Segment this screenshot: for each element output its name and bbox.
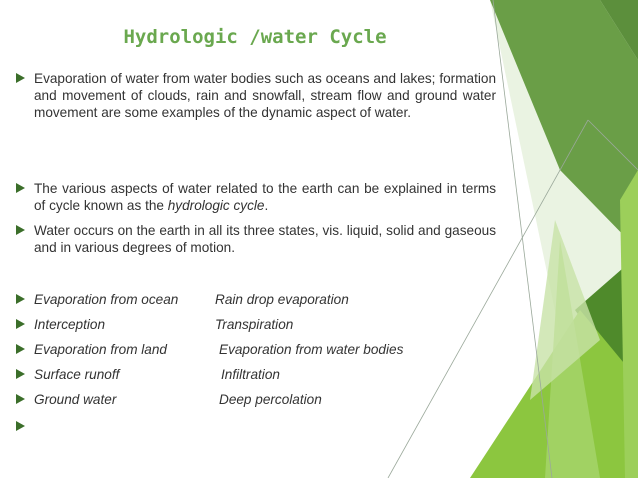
- process-right: Deep percolation: [219, 392, 322, 407]
- process-left: Interception: [34, 317, 106, 332]
- process-right: Transpiration: [215, 317, 294, 332]
- process-row: [16, 291, 496, 309]
- bullet-arrow-icon: [16, 294, 25, 304]
- process-right: Evaporation from water bodies: [219, 342, 404, 357]
- paragraph-2-text-main: The various aspects of water related to the earth can be explained in terms of cycle known as the: [34, 181, 496, 213]
- process-row: [16, 391, 496, 409]
- process-left: Surface runoff: [34, 367, 120, 382]
- bullet-arrow-icon: [16, 369, 25, 379]
- paragraph-2-text: [34, 180, 496, 214]
- bullet-arrow-icon: [16, 225, 25, 235]
- paragraph-2-text-end: .: [264, 198, 269, 213]
- process-left: Evaporation from land: [34, 342, 167, 357]
- bullet-arrow-icon: [16, 183, 25, 193]
- process-right: Rain drop evaporation: [215, 292, 349, 307]
- slide-title: Hydrologic /water Cycle: [123, 26, 387, 48]
- process-left: Ground water: [34, 392, 117, 407]
- paragraph-2: [16, 180, 496, 214]
- process-left: Evaporation from ocean: [34, 292, 179, 307]
- bullet-arrow-icon: [16, 73, 25, 83]
- bullet-arrow-icon: [16, 319, 25, 329]
- bullet-arrow-icon: [16, 394, 25, 404]
- paragraph-2-term: hydrologic cycle: [167, 198, 265, 213]
- process-row: [16, 366, 496, 384]
- paragraph-1: [16, 70, 496, 121]
- process-row: [16, 316, 496, 334]
- empty-bullet-row: [16, 418, 496, 436]
- paragraph-1-text: Evaporation of water from water bodies such as oceans and lakes; formation and movement of clouds, rain and snowfall, stream flow and ground water movement are some examples of the dynamic aspect of water.: [34, 71, 496, 120]
- bullet-arrow-icon: [16, 344, 25, 354]
- bullet-arrow-icon: [16, 421, 25, 431]
- paragraph-3-text: Water occurs on the earth in all its three states, vis. liquid, solid and gaseous and in various degrees of motion.: [34, 223, 496, 255]
- paragraph-3: [16, 222, 496, 256]
- process-right: Infiltration: [221, 367, 280, 382]
- process-row: [16, 341, 496, 359]
